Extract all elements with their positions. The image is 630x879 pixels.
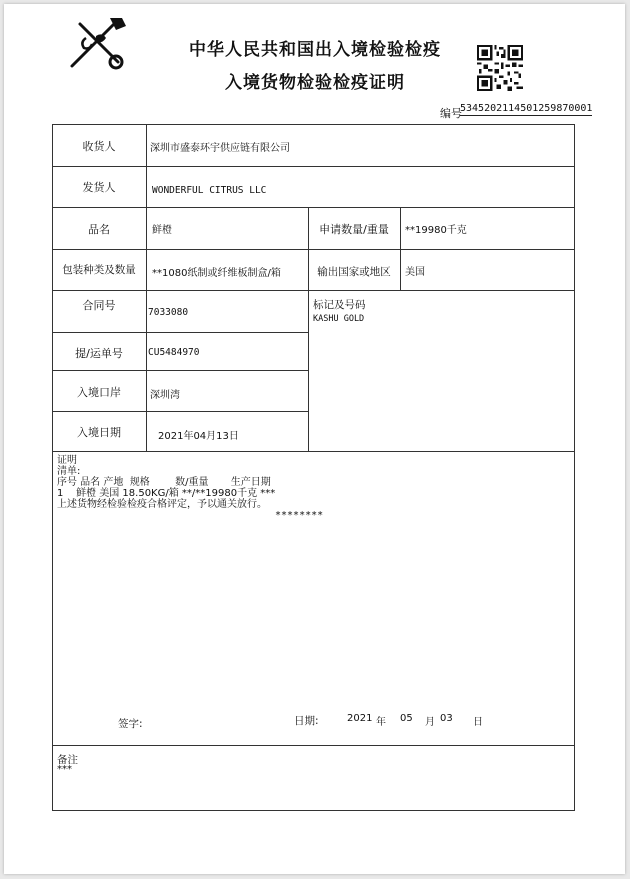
consignor-value: WONDERFUL CITRUS LLC: [152, 185, 267, 196]
origin-country-label: 输出国家或地区: [317, 266, 391, 278]
certificate-stars: ********: [275, 510, 324, 521]
consignee-label: 收货人: [82, 140, 116, 153]
document-title-line2: 入境货物检验检疫证明: [225, 73, 405, 93]
list-label: 清单:: [57, 466, 81, 477]
sign-date-month-unit: 月: [425, 717, 435, 728]
list-row: 1 鲜橙 美国 18.50KG/箱 **/**19980千克 ***: [57, 488, 276, 499]
contract-number-value: 7033080: [148, 307, 189, 318]
marks-value: KASHU GOLD: [313, 314, 365, 324]
entry-port-value: 深圳湾: [150, 390, 180, 401]
certificate-statement: 上述货物经检验检疫合格评定，予以通关放行。: [57, 499, 267, 510]
certificate-body: [57, 455, 323, 521]
cert-number-value: 5345202114501259870001: [460, 103, 593, 114]
list-columns: 序号 品名 产地 规格 数/重量 生产日期: [57, 477, 271, 488]
origin-country-value: 美国: [405, 267, 425, 278]
product-name-label: 品名: [88, 223, 110, 236]
sign-date-day-unit: 日: [473, 717, 483, 728]
consignee-value: 深圳市盛泰环宇供应链有限公司: [150, 143, 290, 154]
remarks-value: ***: [57, 764, 72, 775]
contract-number-label: 合同号: [82, 299, 116, 312]
sign-date-label: 日期:: [294, 715, 319, 727]
sign-date-day: 03: [440, 713, 453, 724]
quantity-value: **19980千克: [405, 225, 467, 236]
cert-number-label: 编号: [440, 107, 462, 120]
package-value: **1080纸制或纤维板制盒/箱: [152, 268, 281, 279]
sign-date-year: 2021: [347, 713, 373, 724]
remarks-label: 备注: [57, 754, 78, 766]
entry-port-label: 入境口岸: [77, 386, 121, 399]
marks-label: 标记及号码: [313, 299, 366, 311]
entry-date-label: 入境日期: [77, 426, 121, 439]
entry-date-value: 2021年04月13日: [158, 431, 239, 442]
document-title-line1: 中华人民共和国出入境检验检疫: [189, 40, 441, 60]
bill-of-lading-label: 提/运单号: [75, 347, 123, 360]
certificate-heading: 证明: [57, 455, 77, 466]
bill-of-lading-value: CU5484970: [148, 347, 200, 358]
package-label: 包装种类及数量: [62, 264, 136, 276]
sign-date-month: 05: [400, 713, 413, 724]
signature-label: 签字:: [118, 718, 143, 730]
consignor-label: 发货人: [82, 181, 116, 194]
product-name-value: 鲜橙: [152, 225, 172, 236]
quantity-label: 申请数量/重量: [319, 223, 389, 236]
sign-date-year-unit: 年: [376, 717, 386, 728]
